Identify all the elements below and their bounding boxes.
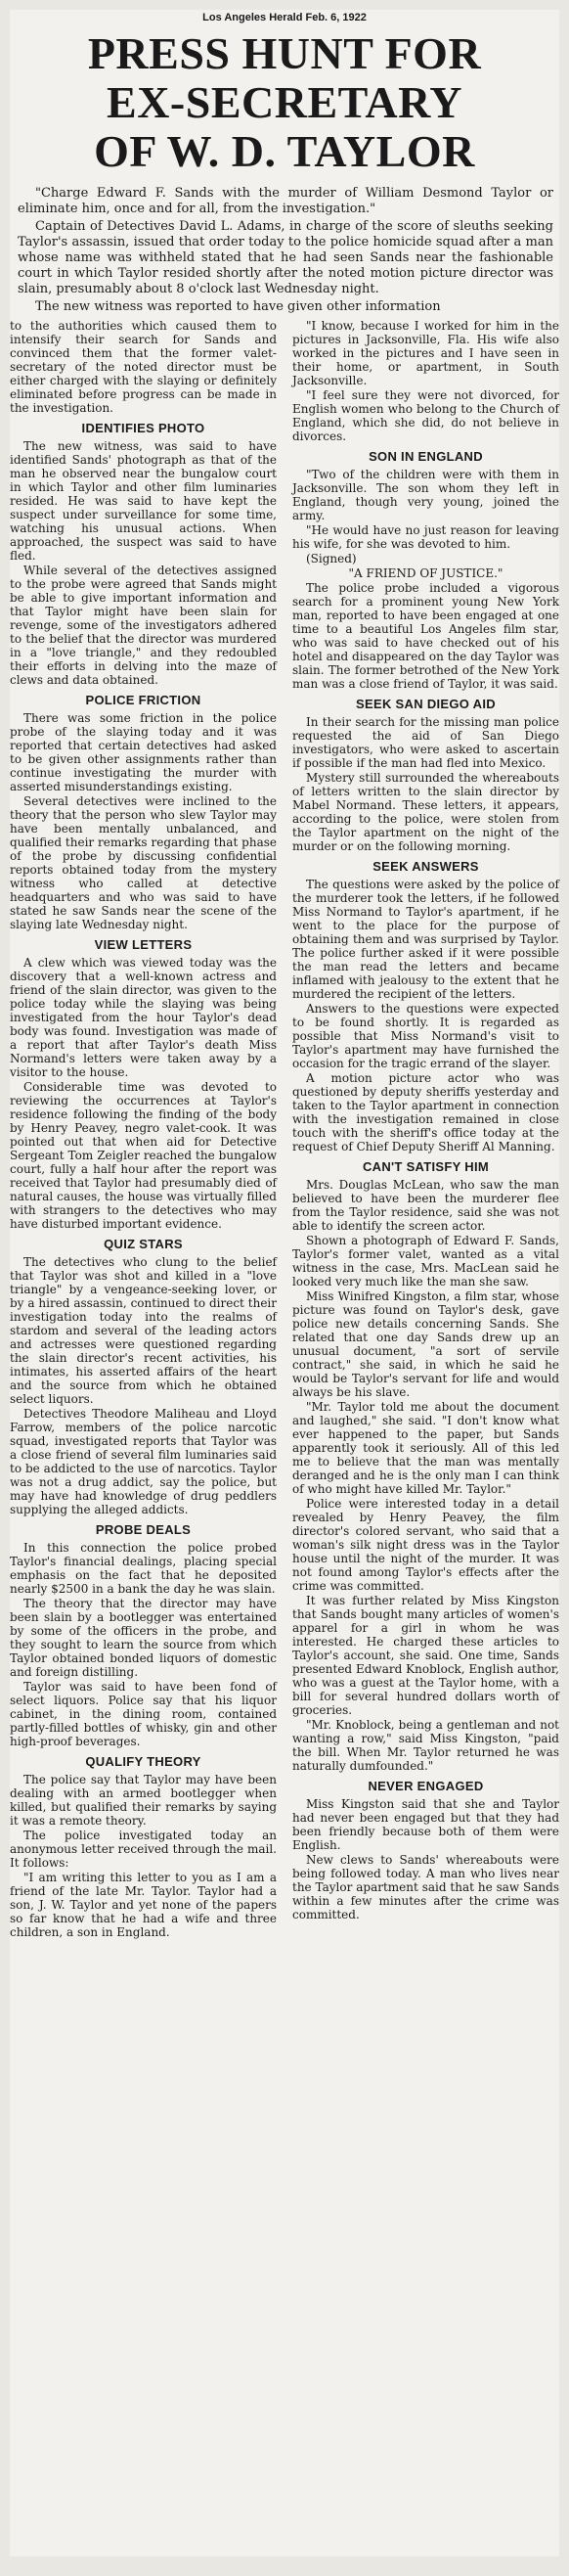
article-paragraph: Miss Winifred Kingston, a film star, whose picture was found on Taylor's desk, gave police new details concerning Sands. She related that one day Sands drew up an unusual document, "a sort of servile contract," she said, in which he said he would be Taylor's servant for life and would always be his slave. (292, 1289, 559, 1399)
article-paragraph: "I know, because I worked for him in the pictures in Jacksonville, Fla. His wife also worked in the pictures and I have seen in their home, or apartment, in South Jacksonville. (292, 319, 559, 387)
article-paragraph: "I am writing this letter to you as I am a friend of the late Mr. Taylor. Taylor had a son, J. W. Taylor and yet none of the papers so far know that he had a wife and three children, a son in England. (10, 1871, 277, 1939)
newspaper-clipping (10, 10, 559, 2556)
section-heading: PROBE DEALS (95, 1522, 192, 1537)
section-heading: NEVER ENGAGED (368, 1779, 484, 1793)
article-paragraph: In their search for the missing man police requested the aid of San Diego investigators, who were asked to ascertain if possible if the man had fled into Mexico. (292, 715, 559, 770)
article-paragraph: The detectives who clung to the belief that Taylor was shot and killed in a "love triangle" by a vengeance-seeking lover, or by a hired assassin, continued to direct their investigation today into the realms of stardom and several of the leading actors and actresses were questioned regarding the slain director's recent activities, his intimates, his asserted affairs of the heart and the source from which he obtained select liquors. (10, 1255, 277, 1406)
article-paragraph: A clew which was viewed today was the discovery that a well-known actress and friend of the slain director, was given to the police today while the slaying was being investigated from the hour Taylor's dead body was found. Investigation was made of a report that after Taylor's death Miss Normand's letters were taken away by a visitor to the house. (10, 956, 277, 1079)
lead-section (18, 186, 553, 315)
article-paragraph: Mystery still surrounded the whereabouts of letters written to the slain director by Mabel Normand. These letters, it appears, according to the police, were stolen from the Taylor apartment on the night of the murder or on the following morning. (292, 771, 559, 853)
section-heading: VIEW LETTERS (94, 937, 193, 952)
article-columns (10, 319, 559, 1940)
headline-line-1: PRESS HUNT FOR (87, 28, 482, 78)
section-heading: SEEK SAN DIEGO AID (356, 697, 496, 711)
article-paragraph: In this connection the police probed Taylor's financial dealings, placing special emphasis on the fact that he deposited nearly $2500 in a bank the day he was slain. (10, 1541, 277, 1596)
article-paragraph: "He would have no just reason for leaving his wife, for she was devoted to him. (292, 523, 559, 551)
article-paragraph: It was further related by Miss Kingston that Sands bought many articles of women's apparel for a girl in whom he was interested. He charged these articles to Taylor's account, she said. One time, Sands presented Edward Knoblock, English author, who was a guest at the Taylor home, with a bill for several hundred dollars worth of groceries. (292, 1594, 559, 1717)
article-paragraph: Mrs. Douglas McLean, who saw the man believed to have been the murderer flee from the Taylor residence, said she was not able to identify the screen actor. (292, 1178, 559, 1233)
headline-line-2: EX-SECRETARY (107, 77, 462, 127)
section-heading: POLICE FRICTION (85, 693, 201, 707)
article-paragraph: "Mr. Knoblock, being a gentleman and not wanting a row," said Miss Kingston, "paid the bill. When Mr. Taylor returned he was naturally dumfounded." (292, 1718, 559, 1773)
right-column (284, 319, 559, 1940)
lead-paragraph: Captain of Detectives David L. Adams, in charge of the score of sleuths seeking Taylor's assassin, issued that order today to the police homicide squad after a man whose name was withheld stated that he had seen Sands near the fashionable court in which Taylor resided shortly after the noted motion picture director was slain, presumably about 8 o'clock last Wednesday night. (18, 219, 553, 296)
article-paragraph: There was some friction in the police probe of the slaying today and it was reported that certain detectives had asked to be given other assignments rather than continue investigating the murder with asserted misunderstandings existing. (10, 711, 277, 793)
section-heading: IDENTIFIES PHOTO (81, 421, 205, 435)
article-paragraph: Several detectives were inclined to the theory that the person who slew Taylor may have been mentally unbalanced, and qualified their remarks regarding that phase of the probe by discussing confidential reports obtained today from the mystery witness who called at detective headquarters and who was said to have stated he saw Sands near the scene of the slaying late Wednesday night. (10, 794, 277, 931)
article-paragraph: "I feel sure they were not divorced, for English women who belong to the Church of England, which she did, do not believe in divorces. (292, 388, 559, 443)
article-paragraph: A motion picture actor who was questioned by deputy sheriffs yesterday and taken to the Taylor apartment in connection with the investigation remained in close touch with the sheriff's office today at the request of Chief Deputy Sheriff Al Manning. (292, 1071, 559, 1153)
left-column (10, 319, 284, 1940)
masthead: Los Angeles Herald Feb. 6, 1922 (202, 12, 367, 23)
article-paragraph: The police say that Taylor may have been dealing with an armed bootlegger when killed, but qualified their remarks by saying it was a remote theory. (10, 1773, 277, 1828)
article-paragraph: Considerable time was devoted to reviewing the occurrences at Taylor's residence following the finding of the body by Henry Peavey, negro valet-cook. It was pointed out that when aid for Detective Sergeant Tom Zeigler reached the bungalow court, fully a half hour after the report was received that Taylor had presumably died of natural causes, the house was virtually filled with strangers to the detectives who may have disturbed important evidence. (10, 1080, 277, 1231)
article-paragraph: While several of the detectives assigned to the probe were agreed that Sands might be able to give important information and that Taylor might have been slain for revenge, some of the investigators adhered to the belief that the director was murdered in a "love triangle," and they redoubled their efforts in delving into the maze of clews and data obtained. (10, 564, 277, 687)
article-paragraph: Answers to the questions were expected to be found shortly. It is regarded as possible that Miss Normand's visit to Taylor's apartment may have furnished the occasion for the tragic errand of the slayer. (292, 1002, 559, 1070)
section-heading: CAN'T SATISFY HIM (362, 1159, 490, 1174)
section-heading: SEEK ANSWERS (372, 859, 479, 874)
article-paragraph: "Two of the children were with them in Jacksonville. The son whom they left in England, though very young, joined the army. (292, 468, 559, 522)
article-paragraph: The police investigated today an anonymous letter received through the mail. It follows: (10, 1829, 277, 1870)
article-paragraph: "Mr. Taylor told me about the document and laughed," she said. "I don't know what ever happened to the paper, but Sands apparently took it seriously. All of this led me to believe that the man was mentally deranged and he is the only man I can think of who might have killed Mr. Taylor." (292, 1400, 559, 1496)
section-heading: SON IN ENGLAND (369, 449, 483, 464)
big-type-paragraph: to the authorities which caused them to intensify their search for Sands and convinced them that the former valet-secretary of the noted director must be either charged with the slaying or definitely eliminated before progress can be made in the investigation. (10, 319, 277, 415)
lead-quote: "Charge Edward F. Sands with the murder of William Desmond Taylor or eliminate him, once and for all, from the investigation." (18, 186, 553, 216)
article-paragraph: The new witness, was said to have identified Sands' photograph as that of the man he observed near the bungalow court in which Taylor and other film luminaries resided. He was said to have kept the suspect under surveillance for some time, watching his unusual actions. When approached, the suspect was said to have fled. (10, 439, 277, 563)
article-paragraph: The police probe included a vigorous search for a prominent young New York man, reported to have been engaged at one time to a beautiful Los Angeles film star, who was said to have checked out of his hotel and disappeared on the day Taylor was slain. The former betrothed of the New York man was a close friend of Taylor, it was said. (292, 581, 559, 691)
lead-paragraph: The new witness was reported to have given other information (35, 299, 441, 314)
article-paragraph: Shown a photograph of Edward F. Sands, Taylor's former valet, wanted as a vital witness in the case, Mrs. MacLean said he looked very much like the man she saw. (292, 1234, 559, 1288)
article-paragraph: Miss Kingston said that she and Taylor had never been engaged but that they had been friendly because both of them were English. (292, 1797, 559, 1852)
article-paragraph: Police were interested today in a detail revealed by Henry Peavey, the film director's colored servant, who said that a woman's silk night dress was in the Taylor house until the night of the murder. It was not found among Taylor's effects after the crime was committed. (292, 1497, 559, 1593)
article-paragraph: (Signed) (306, 552, 357, 565)
headline-line-3: OF W. D. TAYLOR (94, 126, 475, 176)
section-heading: QUALIFY THEORY (85, 1754, 201, 1769)
article-paragraph: The theory that the director may have been slain by a bootlegger was entertained by some of the officers in the probe, and they sought to learn the source from which Taylor obtained bonded liquors of domestic and foreign distilling. (10, 1597, 277, 1679)
article-paragraph: The questions were asked by the police of the murderer took the letters, if he followed Miss Normand to Taylor's apartment, if he went to the place for the purpose of obtaining them and was surprised by Taylor. The police further asked if it were possible the man read the letters and became inflamed with jealousy to the extent that he murdered the recipient of the letters. (292, 878, 559, 1001)
headline (10, 29, 559, 176)
article-paragraph: New clews to Sands' whereabouts were being followed today. A man who lives near the Taylor apartment said that he saw Sands within a few minutes after the crime was committed. (292, 1853, 559, 1921)
article-paragraph: Detectives Theodore Maliheau and Lloyd Farrow, members of the police narcotic squad, investigated reports that Taylor was a close friend of several film luminaries said to be addicted to the use of narcotics. Taylor was not a drug addict, say the police, but may have had knowledge of drug peddlers supplying the alleged addicts. (10, 1407, 277, 1516)
section-heading: QUIZ STARS (104, 1237, 183, 1251)
article-paragraph: "A FRIEND OF JUSTICE." (348, 566, 503, 580)
article-paragraph: Taylor was said to have been fond of select liquors. Police say that his liquor cabinet, in the dining room, contained partly-filled bottles of whisky, gin and other high-proof beverages. (10, 1680, 277, 1748)
